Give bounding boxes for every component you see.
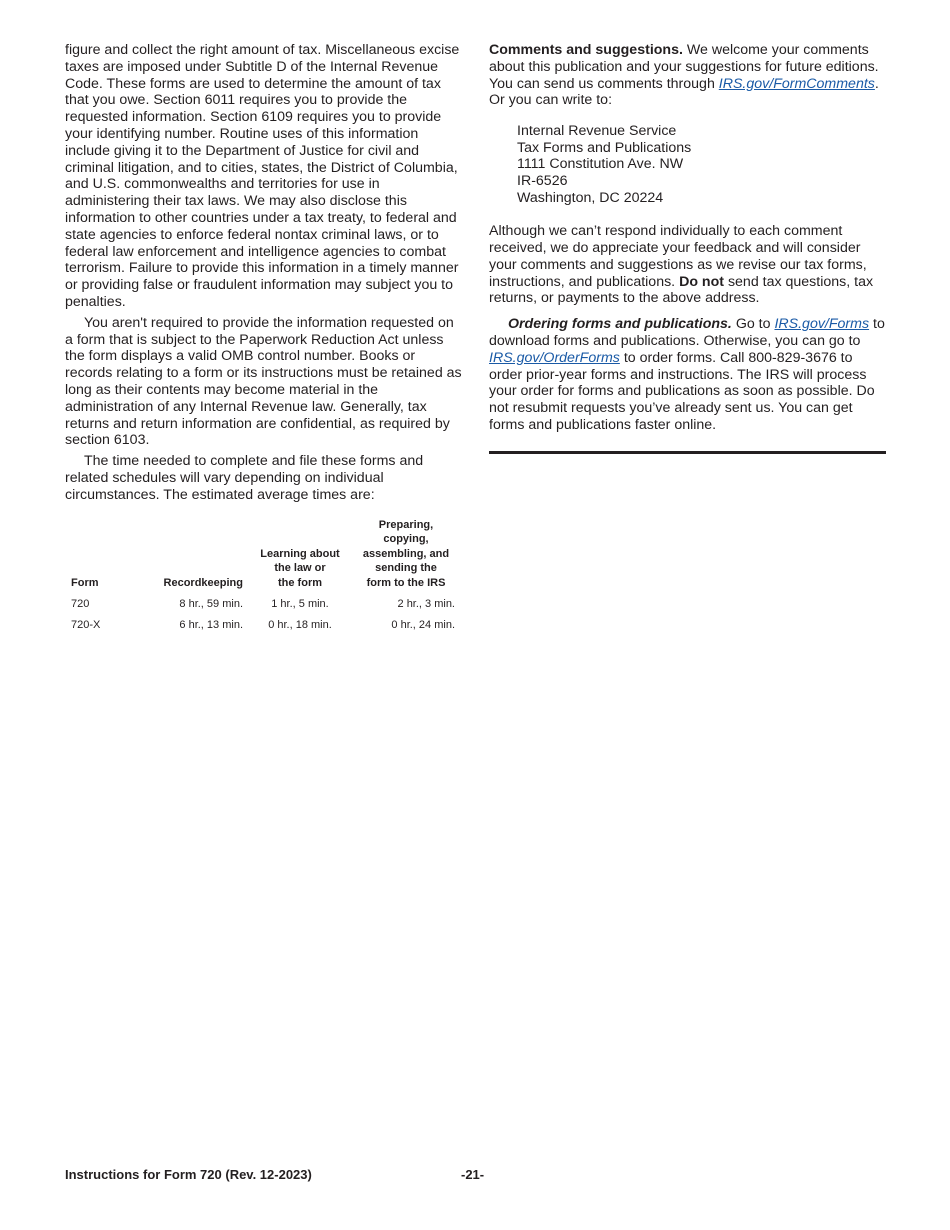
ordering-paragraph	[489, 316, 886, 434]
time-estimates-table	[65, 518, 461, 636]
header-learning-line: the form	[278, 576, 322, 589]
cell-preparing: 0 hr., 24 min.	[391, 619, 455, 632]
header-learning-line: Learning about	[260, 547, 340, 560]
irs-forms-link[interactable]: IRS.gov/Forms	[774, 316, 870, 333]
cell-learning: 0 hr., 18 min.	[268, 619, 332, 632]
header-preparing-line: Preparing,	[378, 518, 434, 531]
ordering-text: to download forms and publications. Otherwise, you can go to	[489, 316, 885, 349]
page-number: -21-	[461, 1167, 485, 1182]
header-preparing	[351, 518, 461, 595]
section-divider	[489, 451, 886, 454]
header-preparing-line: assembling, and	[362, 547, 450, 560]
mailing-address	[517, 123, 886, 206]
ordering-heading: Ordering forms and publications.	[508, 316, 732, 333]
address-line: 1111 Constitution Ave. NW	[517, 156, 684, 173]
cell-form: 720	[71, 598, 90, 611]
privacy-paragraph: figure and collect the right amount of tax. Miscellaneous excise taxes are imposed under Subtitle D of the Internal Revenue Code. These forms are used to determine the amount of tax that you owe. Section 6011 requires you to provide the requested information. Section 6109 requires you to provide your identifying number. Routine uses of this information include giving it to the Department of Justice for civil and criminal litigation, and to cities, states, the District of Columbia, and U.S. commonwealths and territories for use in administering their tax laws. We may also disclose this information to other countries under a tax treaty, to federal and state agencies to enforce federal nontax criminal laws, or to federal law enforcement and intelligence agencies to combat terrorism. Failure to provide this information in a timely manner or providing false or fraudulent information may subject you to penalties.	[65, 42, 460, 310]
header-learning-line: the law or	[274, 562, 326, 575]
time-estimate-paragraph: The time needed to complete and file these forms and related schedules will vary depending on individual circumstances. The estimated average times are:	[65, 453, 424, 503]
feedback-paragraph	[489, 223, 886, 307]
comments-paragraph	[489, 42, 886, 109]
header-preparing-line: sending the	[375, 562, 437, 575]
address-line: IR-6526	[517, 172, 568, 189]
address-line: Internal Revenue Service	[517, 123, 677, 140]
feedback-text: send tax questions, tax returns, or payments to the above address.	[489, 273, 874, 307]
header-recordkeeping: Recordkeeping	[163, 576, 243, 589]
feedback-bold: Do not	[679, 273, 724, 290]
paperwork-paragraph: You aren't required to provide the information requested on a form that is subject to the Paperwork Reduction Act unless the form displays a valid OMB control number. Books or records relating to a form or its instructions must be retained as long as their contents may become material in the administration of any Internal Revenue law. Generally, tax returns and return information are confidential, as required by section 6103.	[65, 314, 462, 449]
feedback-text: Although we can’t respond individually to each comment received, we do appreciate your feedback and will consider your comments and suggestions as we revise our tax forms, instructions, and publications.	[489, 223, 867, 290]
header-form: Form	[71, 576, 99, 589]
right-column	[489, 42, 886, 454]
header-learning	[249, 518, 351, 595]
cell-recordkeeping: 8 hr., 59 min.	[179, 598, 243, 611]
form-comments-link[interactable]: IRS.gov/FormComments	[718, 75, 875, 92]
comments-text: . Or you can write to:	[489, 75, 879, 109]
table-row	[65, 615, 461, 636]
table-header-row	[65, 518, 461, 595]
cell-recordkeeping: 6 hr., 13 min.	[179, 619, 243, 632]
comments-heading: Comments and suggestions.	[489, 42, 683, 58]
order-forms-link[interactable]: IRS.gov/OrderForms	[489, 349, 620, 366]
header-preparing-line: form to the IRS	[366, 576, 446, 589]
ordering-text: to order forms. Call 800-829-3676 to order prior-year forms and instructions. The IRS will process your order for forms and publications as soon as possible. Do not resubmit requests you’ve already sent us. You can get forms and publications faster online.	[489, 349, 875, 433]
header-preparing-line: copying,	[383, 533, 429, 546]
cell-form: 720-X	[71, 619, 101, 632]
comments-text: We welcome your comments about this publication and your suggestions for future editions. You can send us comments through	[489, 42, 879, 92]
cell-learning: 1 hr., 5 min.	[271, 598, 329, 611]
cell-preparing: 2 hr., 3 min.	[397, 598, 455, 611]
address-line: Tax Forms and Publications	[517, 139, 692, 156]
footer-title: Instructions for Form 720 (Rev. 12-2023)	[65, 1167, 312, 1182]
left-column	[65, 42, 462, 636]
ordering-text: Go to	[731, 316, 775, 333]
address-line: Washington, DC 20224	[517, 189, 664, 206]
table-row	[65, 594, 461, 615]
